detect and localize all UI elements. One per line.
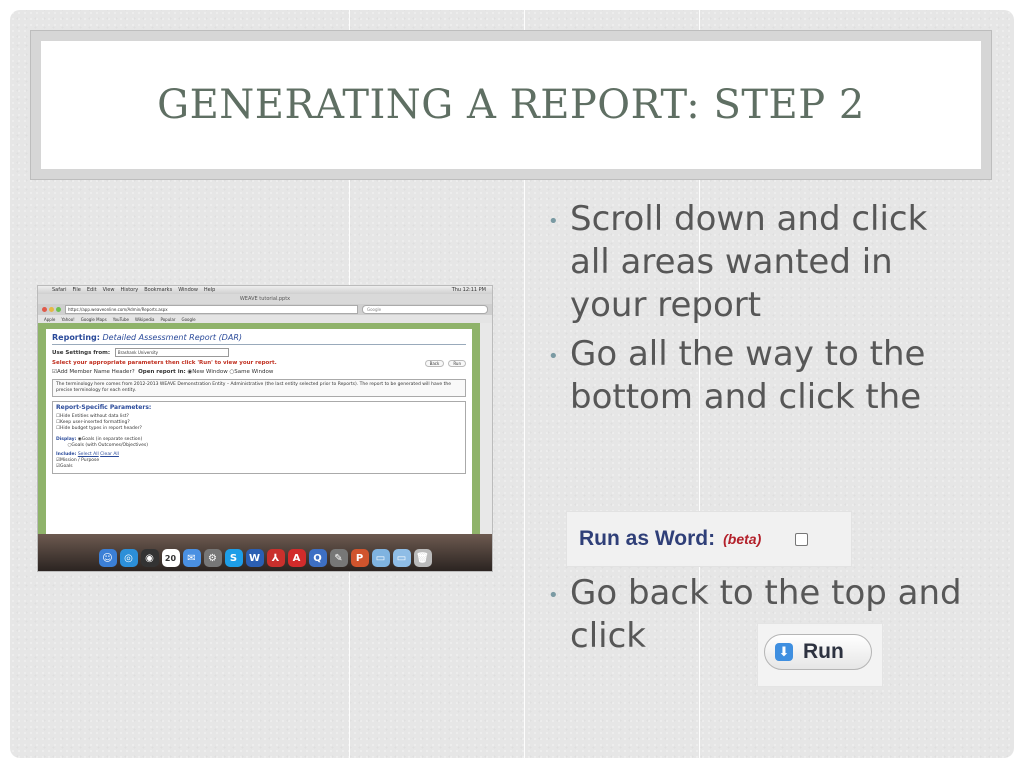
menubar-item: Bookmarks <box>144 287 173 293</box>
bullet-marker: • <box>548 585 559 606</box>
qt-icon: Q <box>309 549 327 567</box>
display-option: Goals (with Outcomes/Objectives) <box>71 443 148 448</box>
add-member-label: Add Member Name Header? <box>56 369 135 375</box>
report-page <box>46 329 472 534</box>
preview-icon: ✎ <box>330 549 348 567</box>
mini-buttons <box>425 360 466 367</box>
report-heading <box>52 333 466 345</box>
params-panel <box>52 401 466 474</box>
include-option-label: Goals <box>60 464 73 469</box>
bullet-text: Go back to the top and click <box>570 573 962 656</box>
display-option: Goals (in separate section) <box>81 437 143 442</box>
bookmark-item: Popular <box>160 316 176 322</box>
display-label: Display: <box>56 437 77 442</box>
bullet-item <box>548 333 968 419</box>
bullet-text: Scroll down and click all areas wanted in your report <box>570 199 928 325</box>
include-option-label: Mission / Purpose <box>60 458 100 463</box>
param-option-label: Hide budget types in report header? <box>60 426 142 431</box>
downloads-icon: ▭ <box>393 549 411 567</box>
menubar-item: Safari <box>52 287 67 293</box>
menubar-item: Edit <box>86 287 97 293</box>
zoom-dot-icon <box>56 307 61 312</box>
new-window-label: New Window <box>192 369 228 375</box>
run-as-word-image <box>566 511 852 567</box>
instruction-text: Select your appropriate parameters then click 'Run' to view your report. <box>52 360 277 366</box>
menubar-item: History <box>120 287 139 293</box>
param-option-label: Hide Entities without data list? <box>60 414 129 419</box>
close-dot-icon <box>42 307 47 312</box>
bookmark-item: Yahoo! <box>61 316 75 322</box>
window-controls <box>42 307 61 312</box>
pdf-icon: ⅄ <box>267 549 285 567</box>
url-field: https://app.weaveonline.com/Admin/Reports.aspx <box>65 305 358 314</box>
use-settings-row <box>52 348 466 357</box>
open-report-label: Open report in: <box>138 369 186 375</box>
title-box <box>41 41 981 169</box>
include-label: Include: <box>56 452 77 457</box>
menubar-item: View <box>102 287 115 293</box>
embedded-screenshot <box>38 286 492 571</box>
run-label: Run <box>803 640 844 663</box>
trash-icon: 🗑 <box>414 549 432 567</box>
mac-dock <box>38 534 492 571</box>
bullet-marker: • <box>548 346 559 367</box>
browser-toolbar <box>38 304 492 315</box>
bookmark-item: YouTube <box>112 316 129 322</box>
param-option: ☐Keep user-inserted formatting? <box>56 420 130 425</box>
acrobat-icon: A <box>288 549 306 567</box>
run-button <box>764 634 872 670</box>
menubar-item: File <box>72 287 81 293</box>
run-mini-button: Run <box>448 360 466 367</box>
param-option-label: Keep user-inserted formatting? <box>60 420 130 425</box>
window-title: WEAVE tutorial.pptx <box>38 294 492 304</box>
include-option: ☑Goals <box>56 464 73 469</box>
mac-menubar <box>38 286 492 294</box>
bullet-text: Go all the way to the bottom and click the <box>570 334 926 417</box>
page-scrollbar <box>480 323 492 534</box>
run-button-image <box>757 623 883 687</box>
bookmarks-bar <box>38 315 492 323</box>
clear-all-link: Clear All <box>100 452 119 457</box>
select-all-link: Select All <box>77 452 99 457</box>
preferences-icon: ⚙ <box>204 549 222 567</box>
menubar-item: Window <box>178 287 198 293</box>
menubar-item: Help <box>203 287 216 293</box>
download-arrow-icon: ⬇ <box>775 643 793 661</box>
same-window-label: Same Window <box>234 369 274 375</box>
use-settings-label: Use Settings from: <box>52 350 111 356</box>
display-row: Display: ◉Goals (in separate section) ○Goals (with Outcomes/Objectives) <box>56 437 148 448</box>
bullet-item <box>548 198 968 327</box>
use-settings-select: Brashank University <box>115 348 229 357</box>
instruction-row <box>52 360 466 366</box>
ical-icon: 20 <box>162 549 180 567</box>
skype-icon: S <box>225 549 243 567</box>
back-button: Back <box>425 360 445 367</box>
run-as-word-label: Run as Word: <box>579 527 716 550</box>
safari-icon: ◎ <box>120 549 138 567</box>
slide-title: GENERATING A REPORT: STEP 2 <box>157 82 865 128</box>
title-frame <box>30 30 992 180</box>
params-title: Report-Specific Parameters: <box>56 404 152 411</box>
include-option: ☑Mission / Purpose <box>56 458 100 463</box>
finder-icon: ☺ <box>99 549 117 567</box>
beta-label: (beta) <box>723 531 762 547</box>
bookmark-item: Wikipedia <box>134 316 155 322</box>
heading-prefix: Reporting: <box>52 333 100 342</box>
param-option: ☐Hide Entities without data list? <box>56 414 129 419</box>
heading-report: Detailed Assessment Report (DAR) <box>102 333 242 342</box>
folder-icon: ▭ <box>372 549 390 567</box>
terminology-note: The terminology here comes from 2012-2013 WEAVE Demonstration Entity – Administrative (the last entity selected prior to Reports). The report to be generated will have the precise terminology for each entity. <box>52 379 466 397</box>
bullet-list <box>548 198 968 419</box>
options-row: ☑Add Member Name Header? Open report in: ◉New Window ○Same Window <box>52 369 274 375</box>
mail-icon: ✉ <box>183 549 201 567</box>
bookmark-item: Google <box>181 316 196 322</box>
menubar-clock: Thu 12:11 PM <box>451 287 486 293</box>
word-icon: W <box>246 549 264 567</box>
minimize-dot-icon <box>49 307 54 312</box>
bookmark-item: Apple <box>44 316 56 322</box>
param-option: ☐Hide budget types in report header? <box>56 426 142 431</box>
powerpoint-icon: P <box>351 549 369 567</box>
checkbox-icon <box>795 533 808 546</box>
bullet-marker: • <box>548 211 559 232</box>
search-field: Google <box>362 305 488 314</box>
web-page <box>38 323 492 534</box>
bookmark-item: Google Maps <box>80 316 107 322</box>
dashboard-icon: ◉ <box>141 549 159 567</box>
